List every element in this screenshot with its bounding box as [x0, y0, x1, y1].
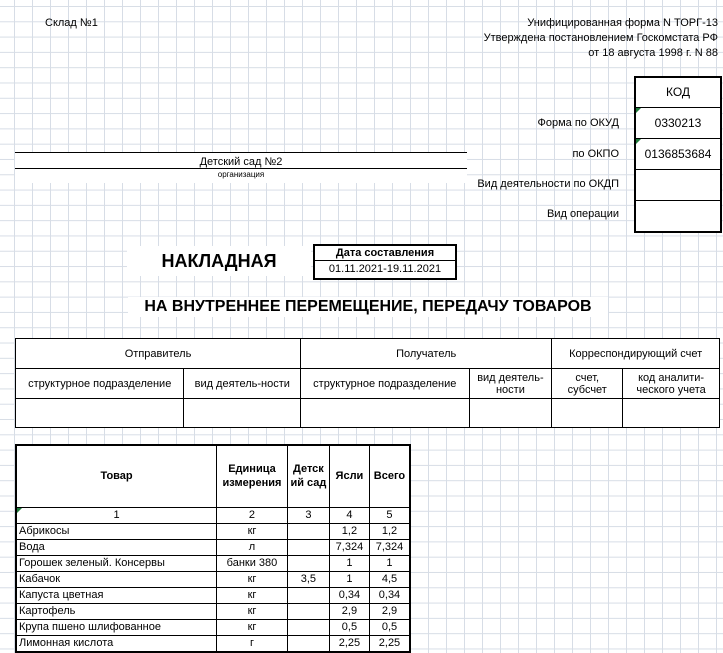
table-row	[16, 539, 410, 555]
col-number: 3	[287, 507, 329, 523]
form-info	[484, 16, 718, 61]
goods-total[interactable]: 0,5	[369, 619, 410, 635]
goods-nursery[interactable]: 2,9	[329, 603, 369, 619]
goods-kindergarten[interactable]	[287, 635, 329, 652]
okud-label: Форма по ОКУД	[537, 117, 619, 129]
goods-kindergarten[interactable]	[287, 539, 329, 555]
goods-name[interactable]: Крупа пшено шлифованное	[16, 619, 217, 635]
table-row	[16, 523, 410, 539]
goods-unit[interactable]: кг	[217, 571, 288, 587]
goods-table	[15, 444, 411, 653]
organization-caption: организация	[217, 170, 265, 179]
operation-value[interactable]	[636, 201, 720, 231]
goods-name[interactable]: Лимонная кислота	[16, 635, 217, 652]
goods-total[interactable]: 1,2	[369, 523, 410, 539]
codes-header: КОД	[636, 78, 720, 108]
goods-unit[interactable]: кг	[217, 619, 288, 635]
goods-total[interactable]: 1	[369, 555, 410, 571]
goods-kindergarten[interactable]: 3,5	[287, 571, 329, 587]
goods-total[interactable]: 2,25	[369, 635, 410, 652]
account-header: Корреспондирующий счет	[552, 339, 720, 369]
col-number: 5	[369, 507, 410, 523]
table-row	[16, 555, 410, 571]
col-nursery-header: Ясли	[329, 445, 369, 507]
goods-unit[interactable]: банки 380	[217, 555, 288, 571]
goods-total[interactable]: 7,324	[369, 539, 410, 555]
goods-nursery[interactable]: 0,34	[329, 587, 369, 603]
form-line: Унифицированная форма N ТОРГ-13	[527, 17, 718, 29]
goods-kindergarten[interactable]	[287, 603, 329, 619]
col-kindergarten-header: Детск ий сад	[287, 445, 329, 507]
receiver-activity-header: вид деятель-ности	[469, 369, 552, 399]
goods-kindergarten[interactable]	[287, 587, 329, 603]
okpo-label: по ОКПО	[572, 148, 619, 160]
goods-total[interactable]: 2,9	[369, 603, 410, 619]
receiver-struct-header: структурное подразделение	[301, 369, 469, 399]
operation-label: Вид операции	[547, 208, 619, 220]
goods-unit[interactable]: г	[217, 635, 288, 652]
table-row	[16, 571, 410, 587]
goods-name[interactable]: Горошек зеленый. Консервы	[16, 555, 217, 571]
goods-nursery[interactable]: 1	[329, 555, 369, 571]
col-total-header: Всего	[369, 445, 410, 507]
goods-nursery[interactable]: 2,25	[329, 635, 369, 652]
account-sub-header: счет, субсчет	[552, 369, 623, 399]
sender-activity-cell[interactable]	[184, 399, 301, 428]
receiver-struct-cell[interactable]	[301, 399, 469, 428]
parties-table	[15, 338, 720, 428]
goods-name[interactable]: Картофель	[16, 603, 217, 619]
date-box	[313, 244, 457, 280]
goods-total[interactable]: 4,5	[369, 571, 410, 587]
okud-value[interactable]: 0330213	[636, 108, 720, 139]
table-row	[16, 635, 410, 652]
warehouse-label: Склад №1	[45, 17, 98, 29]
table-row	[16, 587, 410, 603]
col-goods-header: Товар	[16, 445, 217, 507]
sender-activity-header: вид деятель-ности	[184, 369, 301, 399]
goods-kindergarten[interactable]	[287, 619, 329, 635]
form-line: от 18 августа 1998 г. N 88	[588, 47, 718, 59]
goods-name[interactable]: Абрикосы	[16, 523, 217, 539]
sender-header: Отправитель	[16, 339, 301, 369]
col-number: 4	[329, 507, 369, 523]
goods-unit[interactable]: л	[217, 539, 288, 555]
goods-unit[interactable]: кг	[217, 523, 288, 539]
form-line: Утверждена постановлением Госкомстата РФ	[483, 32, 718, 44]
okdp-label: Вид деятельности по ОКДП	[477, 178, 619, 190]
analytic-cell[interactable]	[623, 399, 720, 428]
col-number: 1	[16, 507, 217, 523]
receiver-header: Получатель	[301, 339, 552, 369]
sender-struct-header: структурное подразделение	[16, 369, 184, 399]
document-subtitle: НА ВНУТРЕННЕЕ ПЕРЕМЕЩЕНИЕ, ПЕРЕДАЧУ ТОВАРОВ	[128, 297, 608, 317]
analytic-code-header: код аналити-ческого учета	[623, 369, 720, 399]
col-number: 2	[217, 507, 288, 523]
goods-nursery[interactable]: 7,324	[329, 539, 369, 555]
okdp-value[interactable]	[636, 170, 720, 201]
goods-kindergarten[interactable]	[287, 555, 329, 571]
codes-box	[634, 76, 722, 233]
col-unit-header: Единица измерения	[217, 445, 288, 507]
document-title: НАКЛАДНАЯ	[127, 246, 311, 276]
receiver-activity-cell[interactable]	[469, 399, 552, 428]
goods-kindergarten[interactable]	[287, 523, 329, 539]
date-value[interactable]: 01.11.2021-19.11.2021	[328, 263, 442, 275]
account-cell[interactable]	[552, 399, 623, 428]
table-row	[16, 619, 410, 635]
okpo-value[interactable]: 0136853684	[636, 139, 720, 170]
goods-nursery[interactable]: 1	[329, 571, 369, 587]
goods-total[interactable]: 0,34	[369, 587, 410, 603]
organization-name: Детский сад №2	[199, 156, 283, 168]
goods-unit[interactable]: кг	[217, 587, 288, 603]
goods-name[interactable]: Вода	[16, 539, 217, 555]
goods-name[interactable]: Капуста цветная	[16, 587, 217, 603]
date-label: Дата составления	[315, 246, 455, 261]
sender-struct-cell[interactable]	[16, 399, 184, 428]
organization-block	[15, 152, 467, 183]
table-row	[16, 603, 410, 619]
goods-nursery[interactable]: 0,5	[329, 619, 369, 635]
goods-nursery[interactable]: 1,2	[329, 523, 369, 539]
goods-unit[interactable]: кг	[217, 603, 288, 619]
goods-name[interactable]: Кабачок	[16, 571, 217, 587]
